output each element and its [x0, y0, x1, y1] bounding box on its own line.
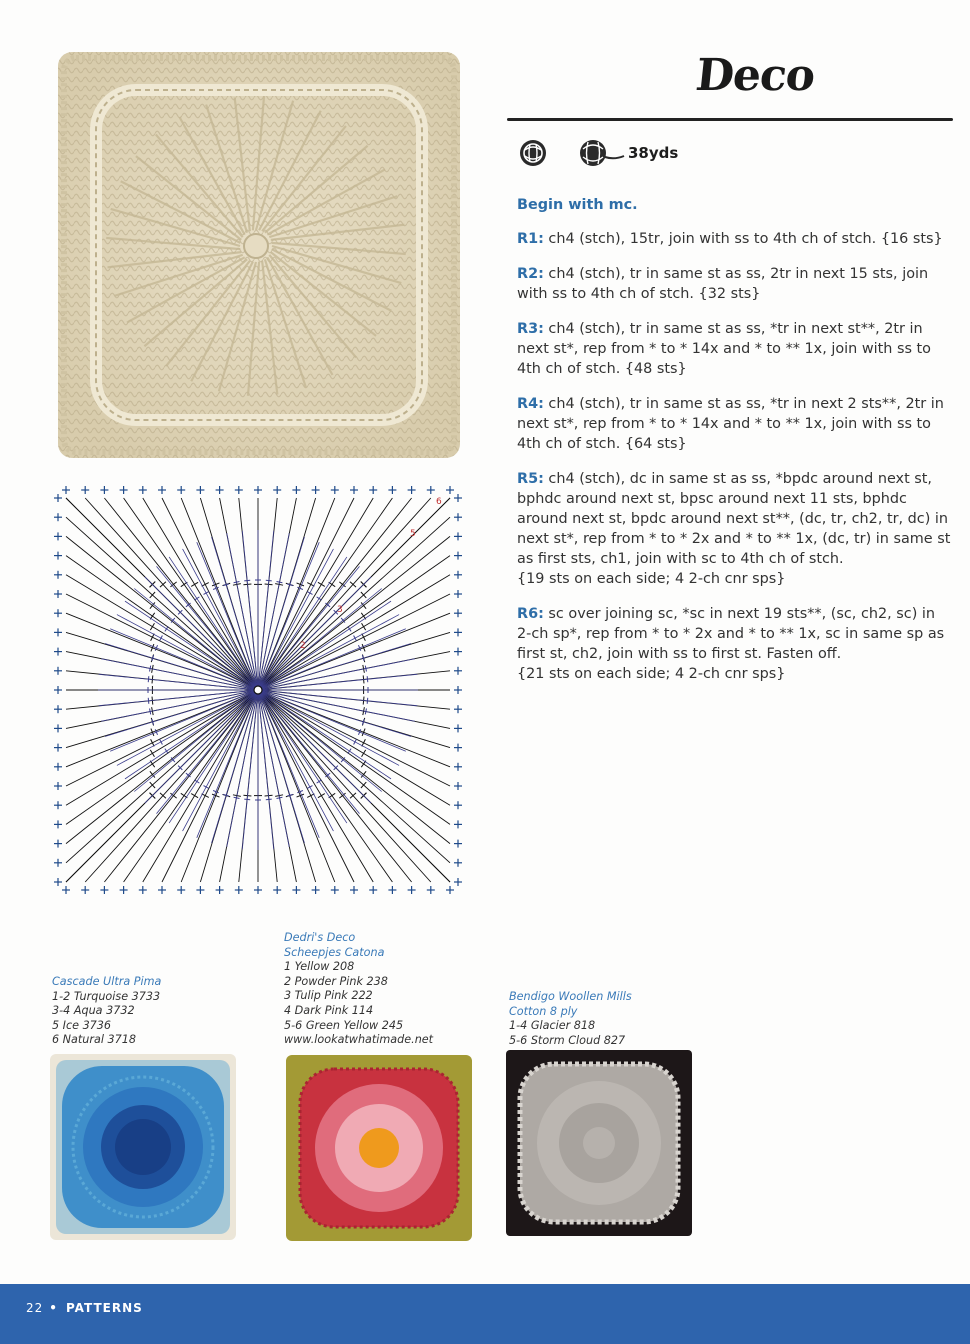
swatch-caption-cascade: Cascade Ultra Pima 1-2 Turquoise 3733 3-4 Aqua 3732 5 Ice 3736 6 Natural 3718	[52, 975, 162, 1047]
yarn-ball-icon	[578, 138, 626, 168]
swatch-caption-scheepjes: Dedri's Deco Scheepjes Catona 1 Yellow 208 2 Powder Pink 238 3 Tulip Pink 222 4 Dark Pink 114 5-6 Green Yellow 245 www.lookatwhatimade.net	[284, 931, 434, 1047]
chart-round-label: 5	[410, 529, 416, 539]
yardage-label: 38yds	[628, 144, 679, 162]
footer-bullet: •	[49, 1301, 58, 1315]
pattern-title: Deco	[693, 50, 817, 101]
swatch-caption-bendigo: Bendigo Woollen Mills Cotton 8 ply 1-4 Glacier 818 5-6 Storm Cloud 827	[509, 990, 632, 1047]
round-1: R1: ch4 (stch), 15tr, join with ss to 4th ch of stch. {16 sts}	[517, 231, 943, 247]
swatch-photo-blue	[50, 1054, 236, 1240]
pattern-intro: Begin with mc.	[517, 197, 638, 213]
section-name: PATTERNS	[65, 1301, 143, 1315]
round-6: R6: sc over joining sc, *sc in next 19 sts**, (sc, ch2, sc) in 2-ch sp*, rep from * to * 2x and * to ** 1x, sc in same sp as first st, ch2, join with ss to first st. Fasten off. {21 sts on each side; 4 2-ch cnr sps}	[517, 606, 945, 682]
page-number: 22	[26, 1301, 44, 1315]
footer-label	[26, 1301, 143, 1315]
round-5: R5: ch4 (stch), dc in same st as ss, *bpdc around next st, bphdc around next st, bpsc around next 11 sts, bphdc around next st, bpdc around next st**, (dc, tr, ch2, tr, dc) in next st*, rep from * to * 2x and * to ** 1x, (dc, tr) in same st as first sts, ch1, join with sc to 4th ch of stch. {19 sts on each side; 4 2-ch cnr sps}	[517, 471, 951, 587]
materials-row	[518, 136, 678, 170]
finished-square-photo	[56, 48, 462, 462]
swatch-photo-pink	[286, 1055, 472, 1241]
chart-round-label: 2	[300, 641, 306, 651]
chart-round-label: 6	[436, 497, 442, 507]
swatch-photo-grey	[506, 1050, 692, 1236]
round-3: R3: ch4 (stch), tr in same st as ss, *tr in next st**, 2tr in next st*, rep from * to * 14x and * to ** 1x, join with ss to 4th ch of stch. {48 sts}	[517, 321, 931, 377]
title-divider	[507, 118, 953, 121]
crochet-stitch-chart	[52, 484, 464, 896]
pattern-instructions	[517, 195, 953, 699]
yarn-weight-icon	[518, 138, 548, 168]
round-4: R4: ch4 (stch), tr in same st as ss, *tr in next 2 sts**, 2tr in next st*, rep from * to * 14x and * to ** 1x, join with ss to 4th ch of stch. {64 sts}	[517, 396, 944, 452]
footer-bar	[0, 1284, 970, 1344]
round-2: R2: ch4 (stch), tr in same st as ss, 2tr in next 15 sts, join with ss to 4th ch of stch. {32 sts}	[517, 266, 929, 302]
chart-round-label: 3	[337, 605, 343, 615]
